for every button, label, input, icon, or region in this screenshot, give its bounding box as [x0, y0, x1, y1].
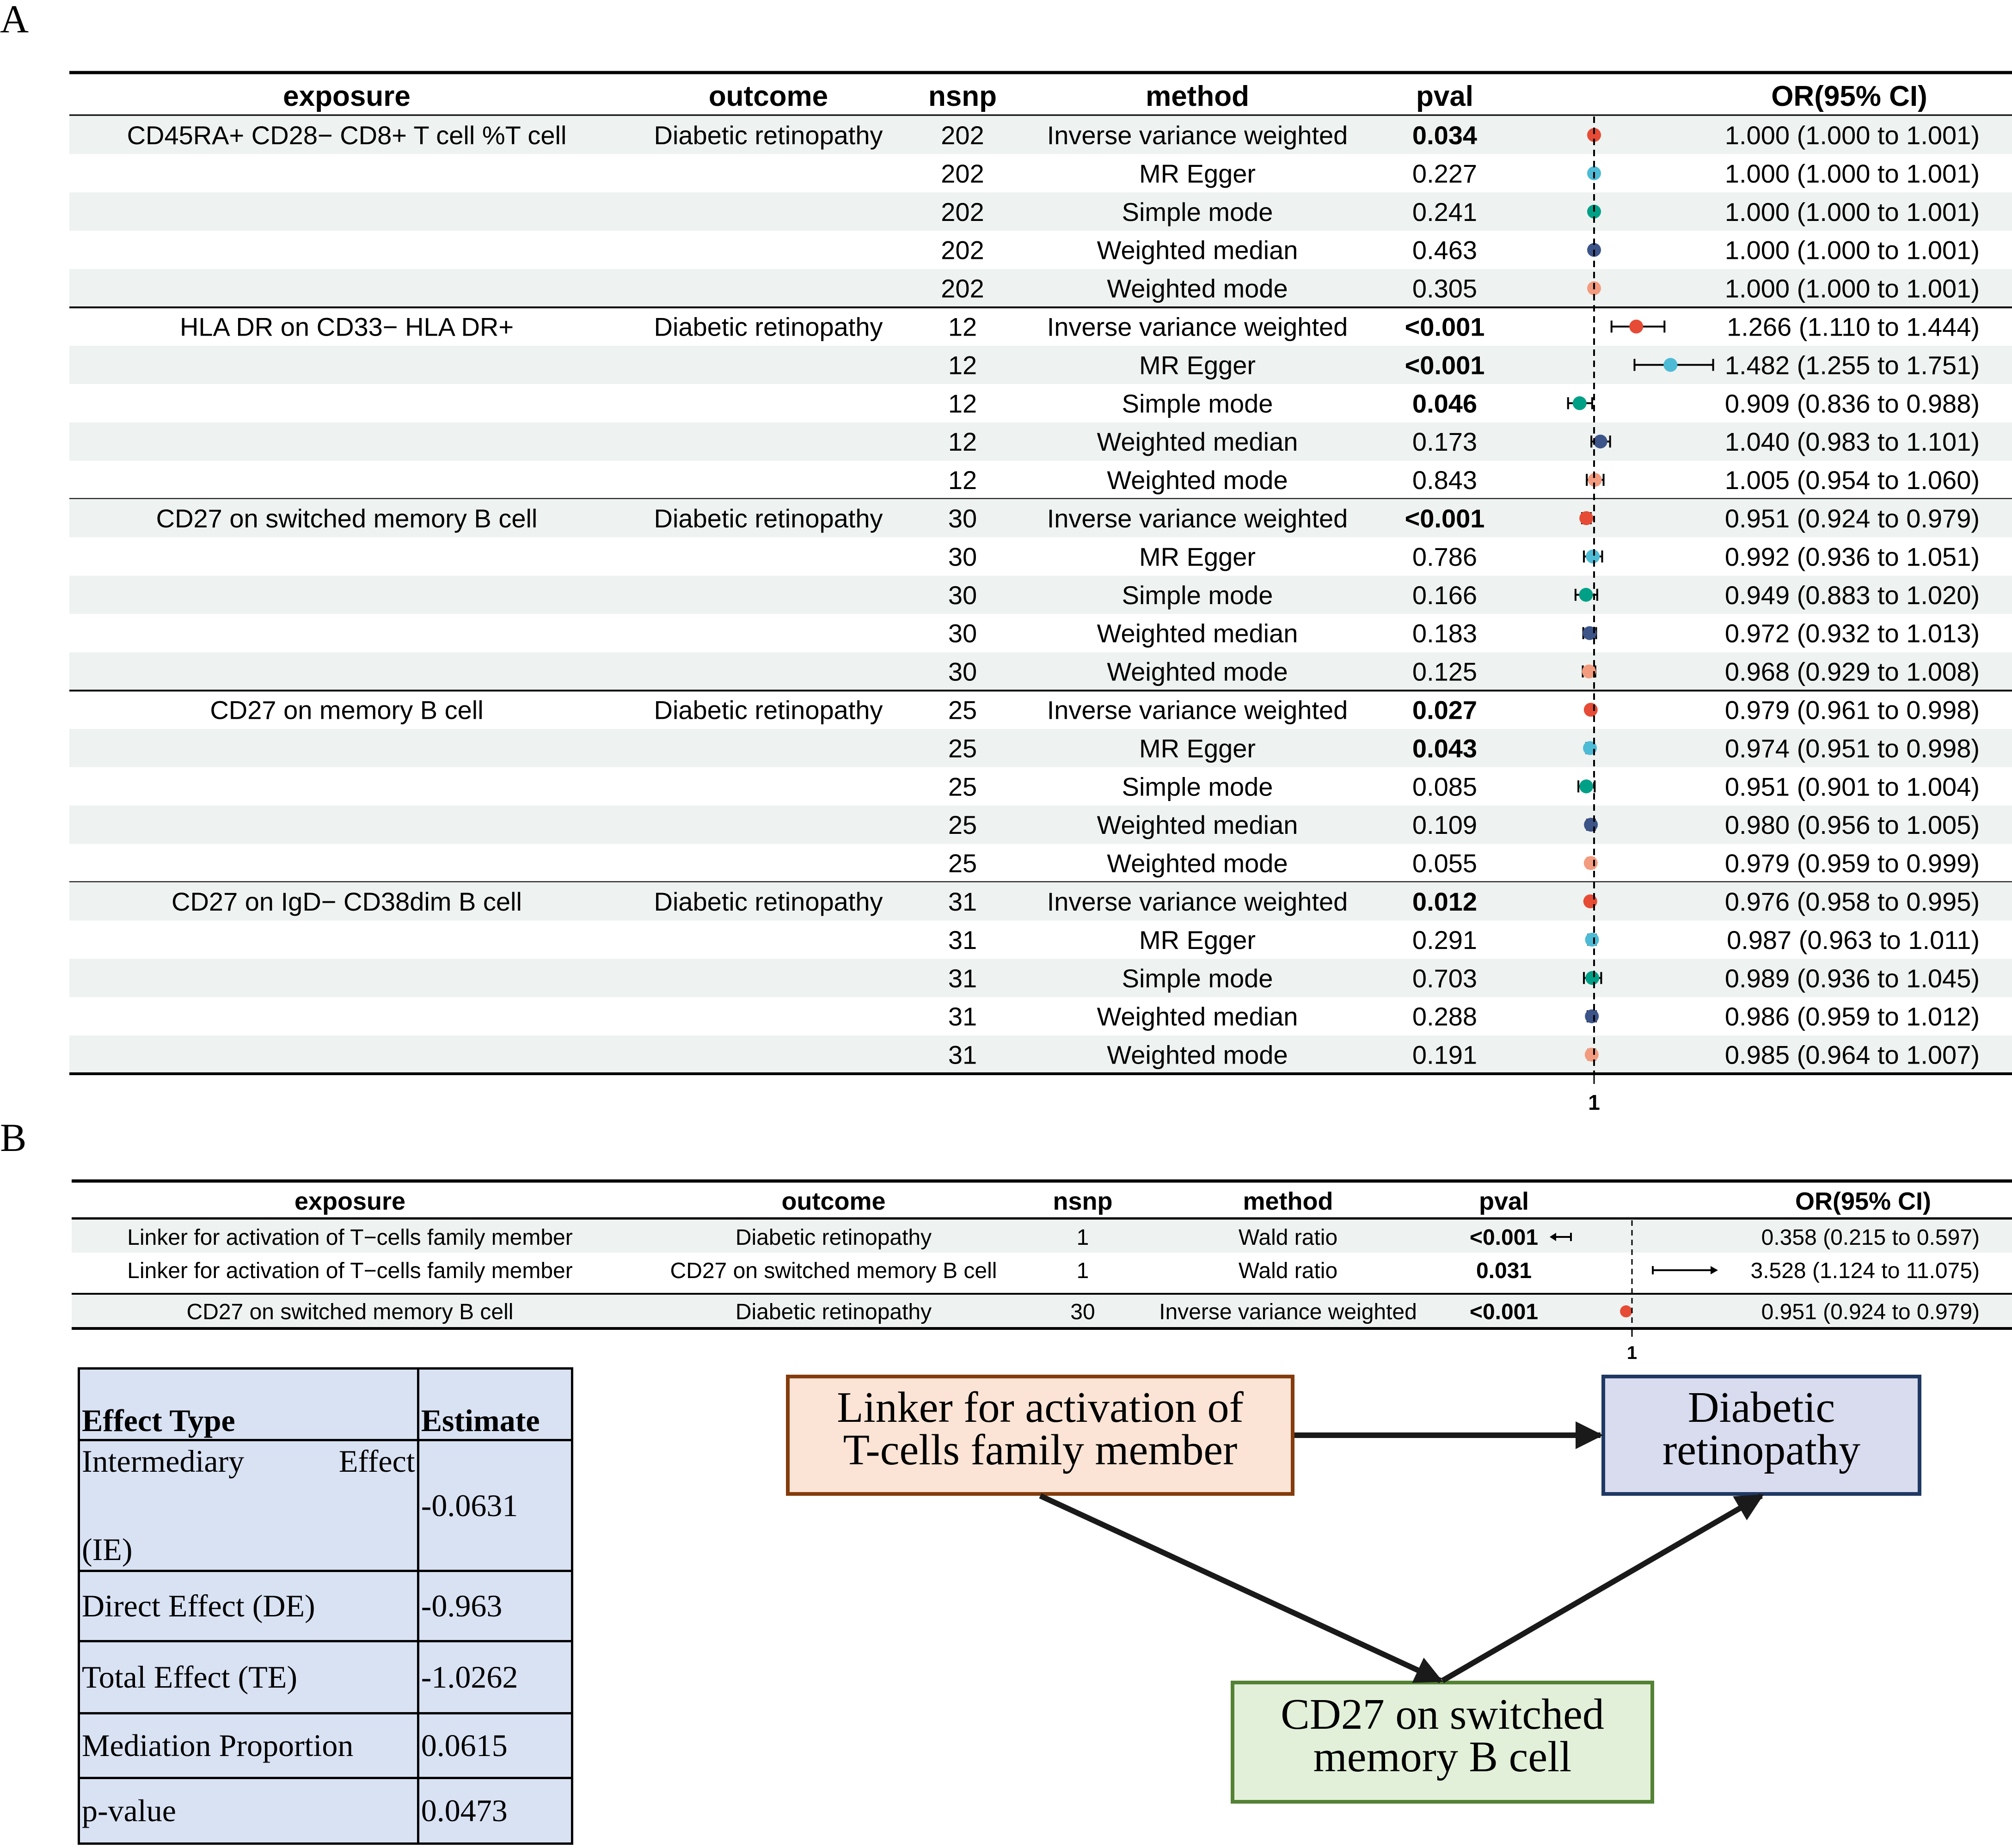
method-cell: Wald ratio	[1238, 1259, 1338, 1283]
pval-cell: 0.183	[1412, 618, 1478, 648]
row-band	[69, 1035, 2012, 1074]
or-ci-cell: 0.979 (0.959 to 0.999)	[1724, 849, 1980, 878]
outcome-box-text: Diabetic	[1687, 1383, 1835, 1432]
or-ci-cell: 0.951 (0.901 to 1.004)	[1724, 772, 1980, 802]
column-header: nsnp	[1053, 1187, 1113, 1215]
method-cell: Simple mode	[1122, 197, 1273, 226]
column-header: outcome	[781, 1187, 886, 1215]
nsnp-cell: 202	[941, 197, 984, 226]
nsnp-cell: 25	[948, 849, 977, 878]
or-point	[1585, 1010, 1599, 1023]
outcome-cell: CD27 on switched memory B cell	[670, 1259, 997, 1283]
mediator-box-text: CD27 on switched	[1281, 1690, 1604, 1738]
method-cell: Inverse variance weighted	[1047, 695, 1348, 725]
nsnp-cell: 30	[948, 580, 977, 610]
column-header: pval	[1478, 1187, 1529, 1215]
effects-type: Effect	[338, 1444, 415, 1479]
method-cell: Simple mode	[1122, 389, 1273, 418]
or-ci-cell: 0.979 (0.961 to 0.998)	[1724, 695, 1980, 725]
row-band	[69, 575, 2012, 614]
method-cell: Inverse variance weighted	[1047, 504, 1348, 533]
outcome-cell: Diabetic retinopathy	[654, 695, 883, 725]
pval-cell: 0.173	[1412, 427, 1478, 457]
or-ci-cell: 1.000 (1.000 to 1.001)	[1724, 235, 1980, 265]
exposure-cell: CD27 on switched memory B cell	[156, 504, 538, 533]
or-ci-cell: 0.951 (0.924 to 0.979)	[1724, 504, 1980, 533]
method-cell: Weighted median	[1097, 235, 1298, 265]
pval-cell: 0.227	[1412, 159, 1478, 188]
exposure-box-text: T-cells family member	[843, 1426, 1238, 1474]
or-point	[1585, 971, 1599, 985]
or-ci-cell: 1.040 (0.983 to 1.101)	[1724, 427, 1980, 457]
column-header: OR(95% CI)	[1795, 1187, 1932, 1215]
pval-cell: 0.291	[1412, 925, 1478, 955]
pval-cell: 0.463	[1412, 235, 1478, 265]
exposure-cell: HLA DR on CD33− HLA DR+	[179, 312, 514, 342]
row-band	[69, 422, 2012, 461]
pval-cell: <0.001	[1469, 1300, 1539, 1324]
or-point	[1583, 894, 1597, 908]
panel-b-forest-plot	[0, 1115, 2012, 1363]
mediator-to-outcome-arrow	[1442, 1496, 1761, 1681]
or-ci-cell: 1.000 (1.000 to 1.001)	[1724, 274, 1980, 303]
or-point	[1620, 1305, 1632, 1317]
column-header: method	[1146, 80, 1249, 112]
exposure-cell: CD27 on IgD− CD38dim B cell	[172, 887, 522, 916]
nsnp-cell: 12	[948, 465, 977, 495]
pval-cell: 0.043	[1412, 734, 1478, 763]
or-ci-cell: 0.909 (0.836 to 0.988)	[1724, 389, 1980, 418]
exposure-cell: CD27 on memory B cell	[210, 695, 484, 725]
or-point	[1586, 550, 1600, 563]
effects-type: p-value	[79, 1778, 418, 1844]
or-point	[1594, 434, 1607, 448]
method-cell: Weighted median	[1097, 618, 1298, 648]
pval-cell: 0.241	[1412, 197, 1478, 226]
method-cell: Weighted mode	[1107, 849, 1288, 878]
outcome-cell: Diabetic retinopathy	[654, 504, 883, 533]
column-header: method	[1243, 1187, 1333, 1215]
method-cell: Inverse variance weighted	[1047, 312, 1348, 342]
row-band	[69, 192, 2012, 231]
or-ci-cell: 0.989 (0.936 to 1.045)	[1724, 963, 1980, 993]
pval-cell: 0.166	[1412, 580, 1478, 610]
nsnp-cell: 31	[948, 1002, 977, 1031]
or-ci-cell: 0.972 (0.932 to 1.013)	[1724, 618, 1980, 648]
pval-cell: <0.001	[1405, 312, 1485, 342]
effects-header-estimate: Estimate	[418, 1369, 572, 1440]
column-header: outcome	[708, 80, 828, 112]
or-ci-cell: 0.992 (0.936 to 1.051)	[1724, 542, 1980, 571]
nsnp-cell: 31	[948, 925, 977, 955]
nsnp-cell: 25	[948, 772, 977, 802]
column-header: exposure	[294, 1187, 406, 1215]
method-cell: Weighted mode	[1107, 274, 1288, 303]
or-point	[1629, 320, 1643, 334]
pval-cell: 0.034	[1412, 121, 1478, 150]
method-cell: Wald ratio	[1238, 1225, 1338, 1250]
or-ci-cell: 0.985 (0.964 to 1.007)	[1724, 1040, 1980, 1070]
nsnp-cell: 30	[948, 504, 977, 533]
pval-cell: <0.001	[1469, 1225, 1539, 1250]
effects-type: (IE)	[82, 1532, 133, 1567]
row-band	[69, 806, 2012, 844]
effects-header-row	[79, 1369, 572, 1440]
effects-row-pvalue	[79, 1778, 572, 1844]
or-point	[1573, 396, 1587, 410]
or-ci-cell: 0.980 (0.956 to 1.005)	[1724, 810, 1980, 840]
pval-cell: 0.012	[1412, 887, 1478, 916]
nsnp-cell: 31	[948, 887, 977, 916]
exposure-cell: Linker for activation of T−cells family member	[127, 1259, 573, 1283]
nsnp-cell: 12	[948, 312, 977, 342]
effects-row-ie	[79, 1440, 572, 1571]
exposure-to-mediator-arrow	[1040, 1496, 1441, 1681]
nsnp-cell: 12	[948, 350, 977, 380]
method-cell: Weighted mode	[1107, 465, 1288, 495]
panel-label: B	[0, 1115, 27, 1160]
column-header: pval	[1416, 80, 1474, 112]
or-point	[1585, 933, 1599, 947]
nsnp-cell: 25	[948, 695, 977, 725]
row-band	[69, 269, 2012, 307]
method-cell: Weighted median	[1097, 1002, 1298, 1031]
effects-row-te	[79, 1641, 572, 1713]
nsnp-cell: 30	[948, 618, 977, 648]
pval-cell: 0.191	[1412, 1040, 1478, 1070]
or-point	[1579, 511, 1593, 525]
method-cell: MR Egger	[1139, 734, 1256, 763]
or-point	[1584, 856, 1598, 870]
nsnp-cell: 12	[948, 427, 977, 457]
panel-label: A	[0, 0, 29, 41]
exposure-box-text: Linker for activation of	[837, 1383, 1244, 1432]
or-ci-cell: 1.005 (0.954 to 1.060)	[1724, 465, 1980, 495]
pval-cell: 0.703	[1412, 963, 1478, 993]
or-ci-cell: 0.976 (0.958 to 0.995)	[1724, 887, 1980, 916]
nsnp-cell: 1	[1076, 1259, 1089, 1283]
axis-tick-label: 1	[1588, 1090, 1600, 1115]
column-header: nsnp	[928, 80, 997, 112]
pval-cell: 0.046	[1412, 389, 1478, 418]
pval-cell: 0.109	[1412, 810, 1478, 840]
nsnp-cell: 30	[948, 542, 977, 571]
pval-cell: 0.027	[1412, 695, 1478, 725]
pval-cell: 0.125	[1412, 657, 1478, 686]
or-point	[1585, 1048, 1599, 1062]
exposure-cell: CD27 on switched memory B cell	[186, 1300, 514, 1324]
row-band	[69, 959, 2012, 997]
column-header: OR(95% CI)	[1771, 80, 1927, 112]
method-cell: MR Egger	[1139, 925, 1256, 955]
or-ci-cell: 1.000 (1.000 to 1.001)	[1724, 121, 1980, 150]
nsnp-cell: 31	[948, 963, 977, 993]
nsnp-cell: 25	[948, 810, 977, 840]
outcome-cell: Diabetic retinopathy	[735, 1300, 932, 1324]
exposure-cell: Linker for activation of T−cells family member	[127, 1225, 573, 1250]
effects-estimate: 0.0473	[418, 1778, 572, 1844]
or-point	[1584, 703, 1598, 717]
or-point	[1663, 358, 1677, 372]
effects-table	[78, 1367, 573, 1845]
pval-cell: 0.786	[1412, 542, 1478, 571]
effects-header-type: Effect Type	[79, 1369, 418, 1440]
effects-estimate: -0.0631	[418, 1440, 572, 1571]
method-cell: MR Egger	[1139, 350, 1256, 380]
column-header: exposure	[283, 80, 411, 112]
or-ci-cell: 0.968 (0.929 to 1.008)	[1724, 657, 1980, 686]
row-band	[69, 652, 2012, 691]
nsnp-cell: 30	[1070, 1300, 1095, 1324]
method-cell: Weighted median	[1097, 427, 1298, 457]
outcome-box-text: retinopathy	[1662, 1426, 1861, 1474]
effects-row-de	[79, 1571, 572, 1641]
or-ci-cell: 0.986 (0.959 to 1.012)	[1724, 1002, 1980, 1031]
mediator-box-text: memory B cell	[1313, 1733, 1572, 1781]
pval-cell: 0.288	[1412, 1002, 1478, 1031]
or-point	[1579, 588, 1593, 602]
row-band	[69, 346, 2012, 384]
or-ci-cell: 1.000 (1.000 to 1.001)	[1724, 159, 1980, 188]
effects-estimate: -1.0262	[418, 1641, 572, 1713]
pval-cell: <0.001	[1405, 504, 1485, 533]
method-cell: Simple mode	[1122, 772, 1273, 802]
method-cell: Simple mode	[1122, 580, 1273, 610]
or-ci-cell: 0.987 (0.963 to 1.011)	[1727, 925, 1980, 955]
pval-cell: 0.305	[1412, 274, 1478, 303]
method-cell: Simple mode	[1122, 963, 1273, 993]
effects-estimate: -0.963	[418, 1571, 572, 1641]
effects-row-mp	[79, 1713, 572, 1778]
or-ci-cell: 1.482 (1.255 to 1.751)	[1724, 350, 1980, 380]
or-ci-cell: 0.949 (0.883 to 1.020)	[1724, 580, 1980, 610]
outcome-cell: Diabetic retinopathy	[654, 312, 883, 342]
ci-arrow-right	[1711, 1266, 1718, 1274]
method-cell: Weighted median	[1097, 810, 1298, 840]
or-ci-cell: 1.266 (1.110 to 1.444)	[1727, 312, 1980, 342]
mediation-diagram	[788, 1377, 1920, 1802]
method-cell: Inverse variance weighted	[1159, 1300, 1417, 1324]
row-band	[69, 729, 2012, 767]
effects-type: Total Effect (TE)	[79, 1641, 418, 1713]
nsnp-cell: 202	[941, 121, 984, 150]
effects-type: Mediation Proportion	[79, 1713, 418, 1778]
nsnp-cell: 31	[948, 1040, 977, 1070]
or-ci-cell: 1.000 (1.000 to 1.001)	[1724, 197, 1980, 226]
or-ci-cell: 0.358 (0.215 to 0.597)	[1761, 1225, 1980, 1250]
or-ci-cell: 0.951 (0.924 to 0.979)	[1761, 1300, 1980, 1324]
or-point	[1584, 818, 1598, 832]
effects-estimate: 0.0615	[418, 1713, 572, 1778]
exposure-cell: CD45RA+ CD28− CD8+ T cell %T cell	[127, 121, 567, 150]
pval-cell: <0.001	[1405, 350, 1485, 380]
effects-type: Intermediary	[82, 1444, 245, 1479]
method-cell: MR Egger	[1139, 159, 1256, 188]
or-ci-cell: 3.528 (1.124 to 11.075)	[1750, 1259, 1980, 1283]
nsnp-cell: 202	[941, 159, 984, 188]
nsnp-cell: 202	[941, 235, 984, 265]
nsnp-cell: 25	[948, 734, 977, 763]
pval-cell: 0.055	[1412, 849, 1478, 878]
pval-cell: 0.843	[1412, 465, 1478, 495]
pval-cell: 0.085	[1412, 772, 1478, 802]
or-ci-cell: 0.974 (0.951 to 0.998)	[1724, 734, 1980, 763]
nsnp-cell: 202	[941, 274, 984, 303]
axis-tick-label: 1	[1626, 1343, 1638, 1363]
pval-cell: 0.031	[1476, 1259, 1532, 1283]
outcome-cell: Diabetic retinopathy	[735, 1225, 932, 1250]
or-point	[1579, 779, 1593, 793]
outcome-cell: Diabetic retinopathy	[654, 121, 883, 150]
effects-type: Direct Effect (DE)	[79, 1571, 418, 1641]
method-cell: Weighted mode	[1107, 657, 1288, 686]
method-cell: Weighted mode	[1107, 1040, 1288, 1070]
method-cell: Inverse variance weighted	[1047, 121, 1348, 150]
nsnp-cell: 30	[948, 657, 977, 686]
outcome-cell: Diabetic retinopathy	[654, 887, 883, 916]
nsnp-cell: 12	[948, 389, 977, 418]
nsnp-cell: 1	[1076, 1225, 1089, 1250]
method-cell: MR Egger	[1139, 542, 1256, 571]
method-cell: Inverse variance weighted	[1047, 887, 1348, 916]
